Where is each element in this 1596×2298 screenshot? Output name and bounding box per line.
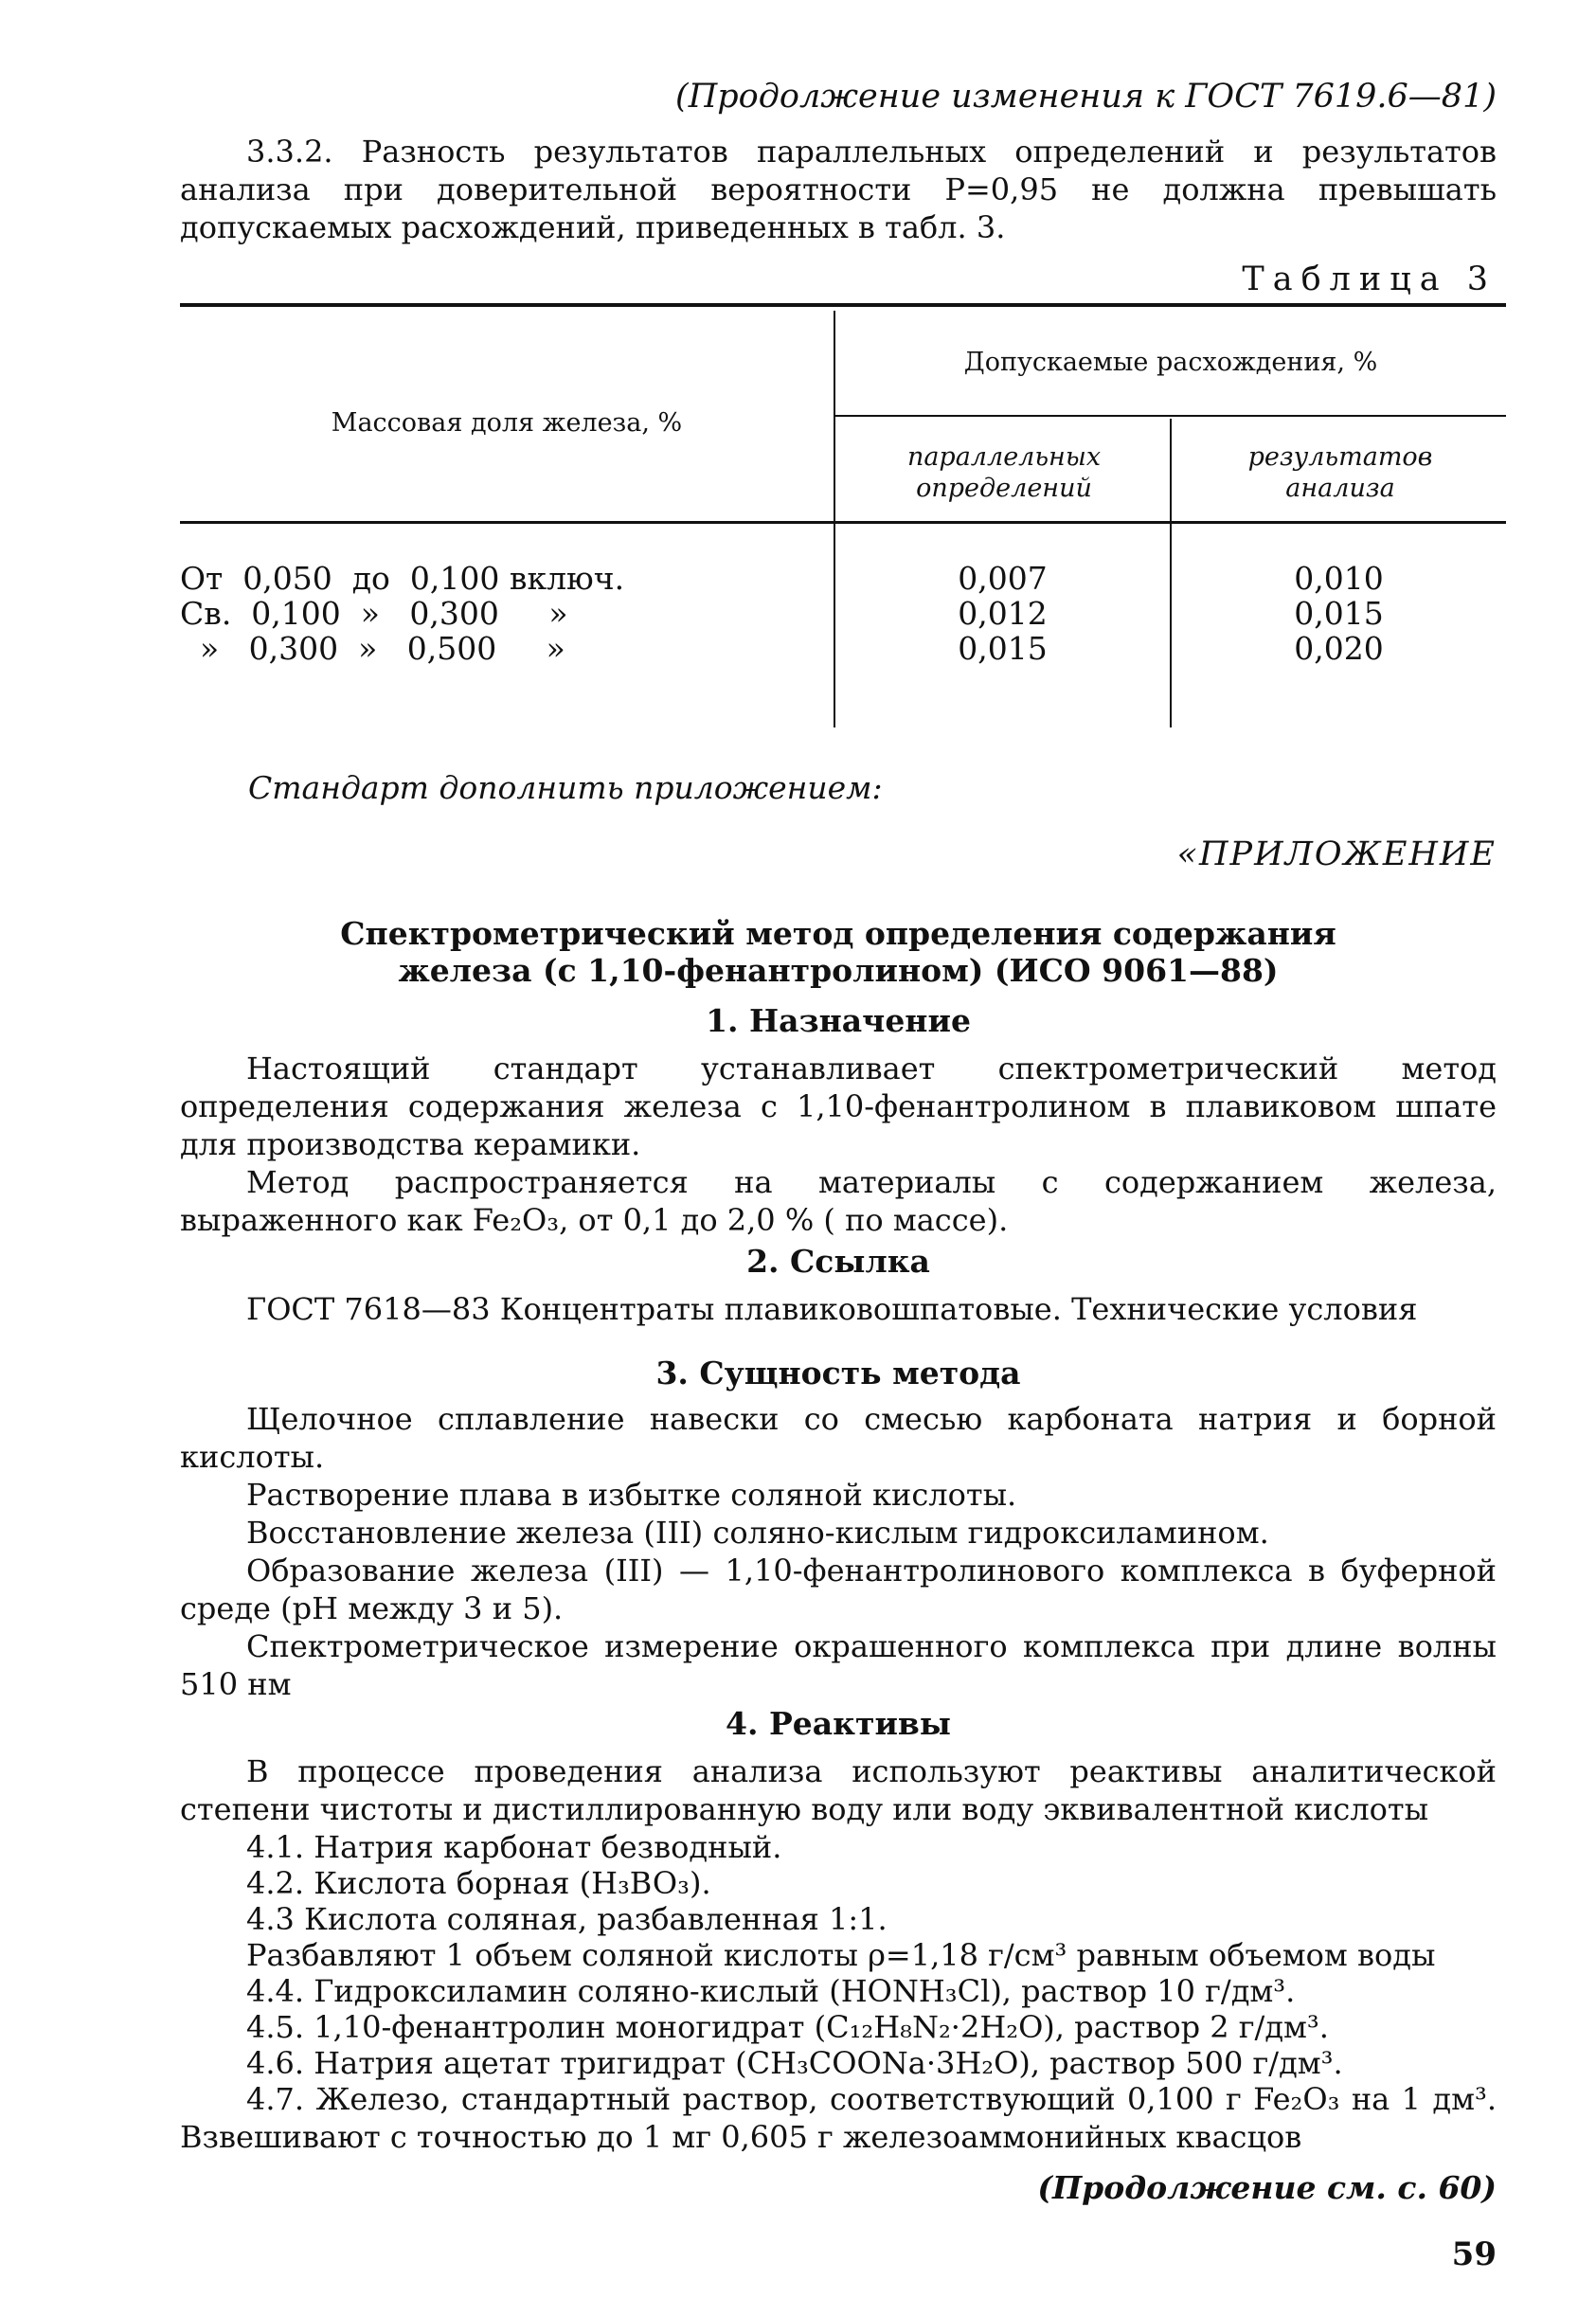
appendix-label: «ПРИЛОЖЕНИЕ: [1176, 835, 1497, 873]
reagent-4-5: 4.5. 1,10-фенантролин моногидрат (C₁₂H₈N₂·2H₂O), раствор 2 г/дм³.: [246, 2009, 1329, 2045]
reagent-4-3: 4.3 Кислота соляная, разбавленная 1:1.: [246, 1901, 888, 1937]
table-row-3-results: 0,020: [1294, 630, 1384, 667]
running-title: (Продолжение изменения к ГОСТ 7619.6—81): [675, 78, 1497, 116]
column-header-parallel: параллельных определений: [906, 442, 1102, 503]
reagent-4-1: 4.1. Натрия карбонат безводный.: [246, 1829, 782, 1865]
section-3-paragraph-3: Восстановление железа (III) соляно-кислым гидроксиламином.: [246, 1515, 1269, 1551]
table-row-2-mass: Св. 0,100 » 0,300 »: [180, 595, 568, 632]
column-header-results: результатов анализа: [1247, 442, 1433, 503]
paragraph-3-3-2: 3.3.2. Разность результатов параллельных определений и результатов анализа при доверительной вероятности P=0,95 не должна превышать допускаемых расхождений, приведенных в табл. 3.: [180, 134, 1497, 245]
section-2-paragraph-1: ГОСТ 7618—83 Концентраты плавиковошпатовые. Технические условия: [246, 1291, 1418, 1327]
reagent-4-6: 4.6. Натрия ацетат тригидрат (CH₃COONa·3H₂O), раствор 500 г/дм³.: [246, 2045, 1343, 2081]
table-subheader-rule: [835, 415, 1506, 417]
table-3: [180, 303, 1506, 739]
reagent-4-2: 4.2. Кислота борная (H₃BO₃).: [246, 1865, 711, 1901]
table-row-2-results: 0,015: [1294, 595, 1384, 632]
table-caption: Таблица 3: [1242, 260, 1497, 298]
section-4-heading: 4. Реактивы: [726, 1705, 951, 1742]
section-3-paragraph-4: Образование железа (III) — 1,10-фенантролинового комплекса в буферной среде (pH между 3 и 5).: [180, 1553, 1497, 1626]
reagent-4-3-dilution: Разбавляют 1 объем соляной кислоты ρ=1,18 г/см³ равным объемом воды: [246, 1937, 1436, 1973]
column-header-mass: Массовая доля железа, %: [331, 408, 683, 438]
section-2-heading: 2. Ссылка: [746, 1243, 930, 1280]
page-number: 59: [1451, 2235, 1497, 2273]
appendix-title-line-2: железа (с 1,10-фенантролином) (ИСО 9061—88): [398, 952, 1279, 989]
section-3-heading: 3. Сущность метода: [655, 1355, 1021, 1391]
table-row-3-mass: » 0,300 » 0,500 »: [180, 630, 565, 667]
table-row-1-results: 0,010: [1294, 560, 1384, 597]
table-top-rule: [180, 303, 1506, 307]
continuation-note: (Продолжение см. с. 60): [1037, 2169, 1497, 2206]
supplement-note: Стандарт дополнить приложением:: [248, 769, 883, 806]
table-row-1-parallel: 0,007: [958, 560, 1048, 597]
section-4-paragraph-1: В процессе проведения анализа используют реактивы аналитической степени чистоты и дистиллированную воду или воду эквивалентной кислоты: [180, 1753, 1497, 1827]
reagent-4-4: 4.4. Гидроксиламин соляно-кислый (HONH₃Cl), раствор 10 г/дм³.: [246, 1973, 1296, 2009]
section-1-paragraph-1: Настоящий стандарт устанавливает спектрометрический метод определения содержания железа с 1,10-фенантролином в плавиковом шпате для производства керамики.: [180, 1050, 1497, 1162]
table-row-2-parallel: 0,012: [958, 595, 1048, 632]
appendix-title-line-1: Спектрометрический метод определения содержания: [340, 915, 1336, 952]
section-3-paragraph-1: Щелочное сплавление навески со смесью карбоната натрия и борной кислоты.: [180, 1401, 1497, 1475]
column-header-group: Допускаемые расхождения, %: [963, 348, 1378, 377]
table-header-rule: [180, 521, 1506, 524]
section-3-paragraph-5: Спектрометрическое измерение окрашенного комплекса при длине волны 510 нм: [180, 1628, 1497, 1702]
section-1-paragraph-2: Метод распространяется на материалы с содержанием железа, выраженного как Fe₂O₃, от 0,1 до 2,0 % ( по массе).: [180, 1164, 1497, 1238]
table-row-3-parallel: 0,015: [958, 630, 1048, 667]
section-3-paragraph-2: Растворение плава в избытке соляной кислоты.: [246, 1477, 1017, 1513]
reagent-4-7: 4.7. Железо, стандартный раствор, соответствующий 0,100 г Fe₂O₃ на 1 дм³. Взвешивают с точностью до 1 мг 0,605 г железоаммонийных квасцов: [180, 2081, 1497, 2155]
section-1-heading: 1. Назначение: [706, 1002, 971, 1039]
table-row-1-mass: От 0,050 до 0,100 включ.: [180, 560, 625, 597]
